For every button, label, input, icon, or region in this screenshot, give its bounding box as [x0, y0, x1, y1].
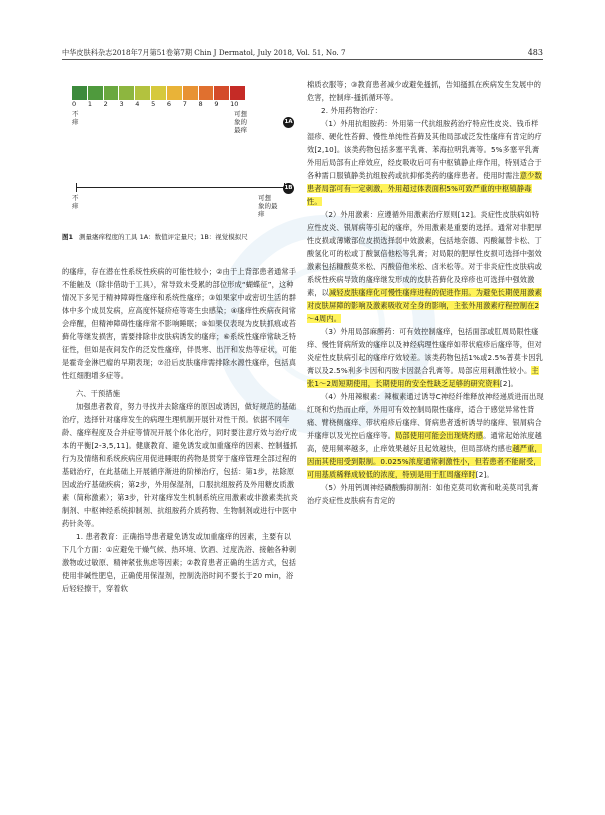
scale-a-min-label: 不 痒: [72, 110, 79, 126]
scale-segment-4: [135, 86, 151, 100]
scale-segment-8: [199, 86, 215, 100]
highlight-capsaicin-concentration: 越严重，因而其使用受到限制。0.025%浓度通常刺激性小，但若患者不能耐受，可用基质稀释成较低的浓度，特别是用于肛周瘙痒时: [307, 444, 542, 479]
scale-segment-9: [214, 86, 230, 100]
scale-number-2: 2: [103, 100, 108, 108]
highlight-steroid-duration: 减轻皮肤瘙痒化可慢性瘙痒进程的促进作用。为避免长期使用激素对皮肤屏障的影响及激素吸收对全身的影响，主张外用激素疗程控制在2～4周内。: [307, 288, 542, 323]
scale-number-5: 5: [151, 100, 156, 108]
scale-number-8: 8: [198, 100, 203, 108]
scale-number-1: 1: [87, 100, 92, 108]
scale-segment-7: [183, 86, 199, 100]
paragraph-intervention-overview: 加强患者教育，努力寻找并去除瘙痒的原因或诱因，做好规范的基础治疗，选择针对瘙痒发生的病理生理机制开展针对性干预。依据不同年龄、瘙痒程度及合并症等情况开展个体化治疗，同时要注意疗效与治疗成本的平衡[2-3,5,11]。健康教育、避免诱发或加重瘙痒的因素、控制搔抓行为及情绪和系统疾病应用促进睡眠的药物是贯穿于瘙痒管理全部过程的基础治疗，在此基础上开展循序渐进的阶梯治疗，包括：第1步，祛除原因或治疗基础疾病；第2步，外用保湿剂，口服抗组胺药及外用糖皮质激素（简称激素）；第3步，针对瘙痒发生机制系统应用激素或非激素类抗炎制剂、中枢神经系统抑制剂、抗组胺药介质药物、生物制剂或进行中医中药针灸等。: [62, 402, 298, 528]
paragraph-local-anesthetics: （3）外用局部麻醉药：可有效控制瘙痒，包括面部或肛周局限性瘙痒、慢性肾病所致的瘙痒以及神经病理性瘙痒如带状疱疹后瘙痒等，但对炎症性皮肤病引起的瘙痒疗效较差。该类药物包括1%或2.5%普莫卡因乳膏以及2.5%利多卡因和丙胺卡因混合乳膏等。局部应用刺激性较小。主张1～2周短期使用，长期使用的安全性缺乏足够的研究资料[2]。: [307, 327, 544, 388]
scale-number-3: 3: [119, 100, 124, 108]
scale-number-4: 4: [135, 100, 140, 108]
figure-caption-text: 测量瘙痒程度的工具 1A：数值评定量尺；1B：视觉模拟尺: [79, 233, 248, 241]
paragraph-education-cont: 棉质衣服等；③教育患者减少或避免搔抓，告知搔抓在疾病发生发展中的危害，控制痒-搔抓循环等。: [307, 80, 542, 102]
scale-a-max-label: 可想 象的 最痒: [234, 110, 247, 134]
scale-number-10: 10: [230, 100, 239, 108]
highlight-doxepin-warning: 意少数患者局部可有一定刺激，外用超过体表面积5%可致严重的中枢镇静毒性。: [307, 171, 542, 206]
scale-number-7: 7: [182, 100, 187, 108]
paragraph-patient-education: 1. 患者教育：正确指导患者避免诱发或加重瘙痒的因素，主要有以下几个方面：①应避免干燥气候、热环境、饮酒、过度洗浴、接触各种刺激物或过敏原、精神紧张焦虑等因素；②教育患者正确的生活方式，包括使用非碱性肥皂，正确使用保湿剂，控制洗浴时间不要长于20 min，浴后轻轻擦干，穿着软: [62, 532, 297, 593]
paragraph-history-clues: 的瘙痒，存在潜在性系统性疾病的可能性较小；②由于上背部患者通常手不能触及（除非借助于工具），常导致未受累的部位形成“蝴蝶征”，这种情况下多见于精神障碍性瘙痒和系统性瘙痒；③如果家中或密切生活的群体中多个成员发病，应高度怀疑疥疮等寄生虫感染；④瘙痒性疾病夜间常会痒醒，但精神障碍性瘙痒常不影响睡眠；⑤如果仅表现为皮肤抓痕或苔藓化等继发损害，需要排除非皮肤病诱发的瘙痒；⑥系统性瘙痒常缺乏特征性，但如是夜间发作的泛发性瘙痒，伴畏寒、出汗和发热等症状，可能是霍奇金淋巴瘤的早期表现；⑦沿后皮肤瘙痒需排除水源性瘙痒，包括真性红细胞增多症等。: [62, 267, 297, 380]
journal-citation: 中华皮肤科杂志2018年7月第51卷第7期 Chin J Dermatol, July 2018, Vol. 51, No. 7: [62, 48, 346, 57]
scale-segment-1: [88, 86, 104, 100]
numeric-rating-scale-bar: [72, 86, 246, 100]
numeric-rating-scale-numbers: [72, 100, 246, 108]
highlight-capsaicin-burning: 局部使用可能会出现烧灼感: [395, 431, 484, 440]
scale-segment-2: [104, 86, 120, 100]
paragraph-calcineurin-inhibitors: （5）外用钙调神经磷酸酶抑制剂：如他克莫司软膏和吡美莫司乳膏治疗炎症性皮肤病有肯定的: [307, 483, 539, 505]
scale-segment-3: [119, 86, 135, 100]
scale-b-min-label: 不 痒: [72, 194, 79, 210]
subheading-topical-drugs: 2. 外用药物治疗：: [321, 106, 382, 115]
scale-segment-10: [230, 86, 246, 100]
page-number: 483: [527, 48, 543, 57]
paragraph-topical-steroids: （2）外用激素：应遵循外用激素治疗原则[12]。炎症性皮肤病如特应性皮炎、银屑病等引起的瘙痒，外用激素是重要的选择。通常对非肥厚性皮损或薄嫩部位皮损选择弱中效激素，包括地奈德、丙酸氟替卡松、丁酸氢化可的松或丁酸氯倍他松等乳膏；对局限的肥厚性皮损可选择中强效激素包括糠酸莫米松、丙酸倍他米松、卤米松等。对于非炎症性皮肤病或系统性疾病导致的瘙痒继发形成的皮肤苔藓化及痒疹也可选择中强效激素，以减轻皮肤瘙痒化可慢性瘙痒进程的促进作用。为避免长期使用激素对皮肤屏障的影响及激素吸收对全身的影响，主张外用激素疗程控制在2～4周内。: [307, 210, 542, 323]
figure-caption: [62, 232, 298, 242]
figure-badge-1b: 1B: [283, 183, 294, 194]
figure-itch-scales: [62, 84, 298, 241]
highlight-anesthetic-duration: 主张1～2周短期使用，长期使用的安全性缺乏足够的研究资料: [307, 366, 539, 388]
right-column: [307, 78, 545, 507]
visual-analog-scale-line: [76, 187, 286, 188]
vas-left-tick: [76, 183, 77, 192]
running-header: [62, 47, 543, 60]
paragraph-topical-antihistamines: （1）外用抗组胺药：外用第一代抗组胺药治疗特应性皮炎、钱币样湿疹、硬化性苔藓、慢性单纯性苔藓及其他局部或泛发性瘙痒有肯定的疗效[2,10]。该类药物包括多塞平乳膏、苯海拉明乳膏等。5%多塞平乳膏外用后局部有止痒效应，经皮吸收后可有中枢镇静止痒作用，特别适合于各种需口服镇静类抗组胺药或抗抑郁类药的瘙痒患者。使用时需注意少数患者局部可有一定刺激，外用超过体表面积5%可致严重的中枢镇静毒性。: [307, 119, 542, 206]
scale-b-max-label: 可想 象的最 痒: [258, 194, 278, 218]
scale-segment-6: [167, 86, 183, 100]
figure-badge-1a: 1A: [283, 117, 294, 128]
scale-segment-0: [72, 86, 88, 100]
section-heading-interventions: 六、干预措施: [76, 389, 121, 398]
figure-number: 图1: [62, 233, 74, 241]
scale-segment-5: [151, 86, 167, 100]
left-column: [62, 265, 298, 595]
paragraph-capsaicin: （4）外用辣椒素：辣椒素通过诱导C神经纤维释放神经递质进而出现红斑和灼热而止痒，外用可有效控制局限性瘙痒，适合于感觉异常性背痛、臂桡侧瘙痒、带状疱疹后瘙痒、肾病患者透析诱导的瘙痒、银屑病合并瘙痒以及光控后瘙痒等。局部使用可能会出现烧灼感。通常起始浓度越高，使用频率越多，止痒效果越好且起效越快，但局部烧灼感也越严重，因而其使用受到限制。0.025%浓度通常刺激性小，但若患者不能耐受，可用基质稀释成较低的浓度，特别是用于肛周瘙痒时[2]。: [307, 392, 544, 479]
scale-number-6: 6: [166, 100, 172, 108]
scale-number-9: 9: [214, 100, 219, 108]
scale-number-0: 0: [72, 100, 77, 108]
